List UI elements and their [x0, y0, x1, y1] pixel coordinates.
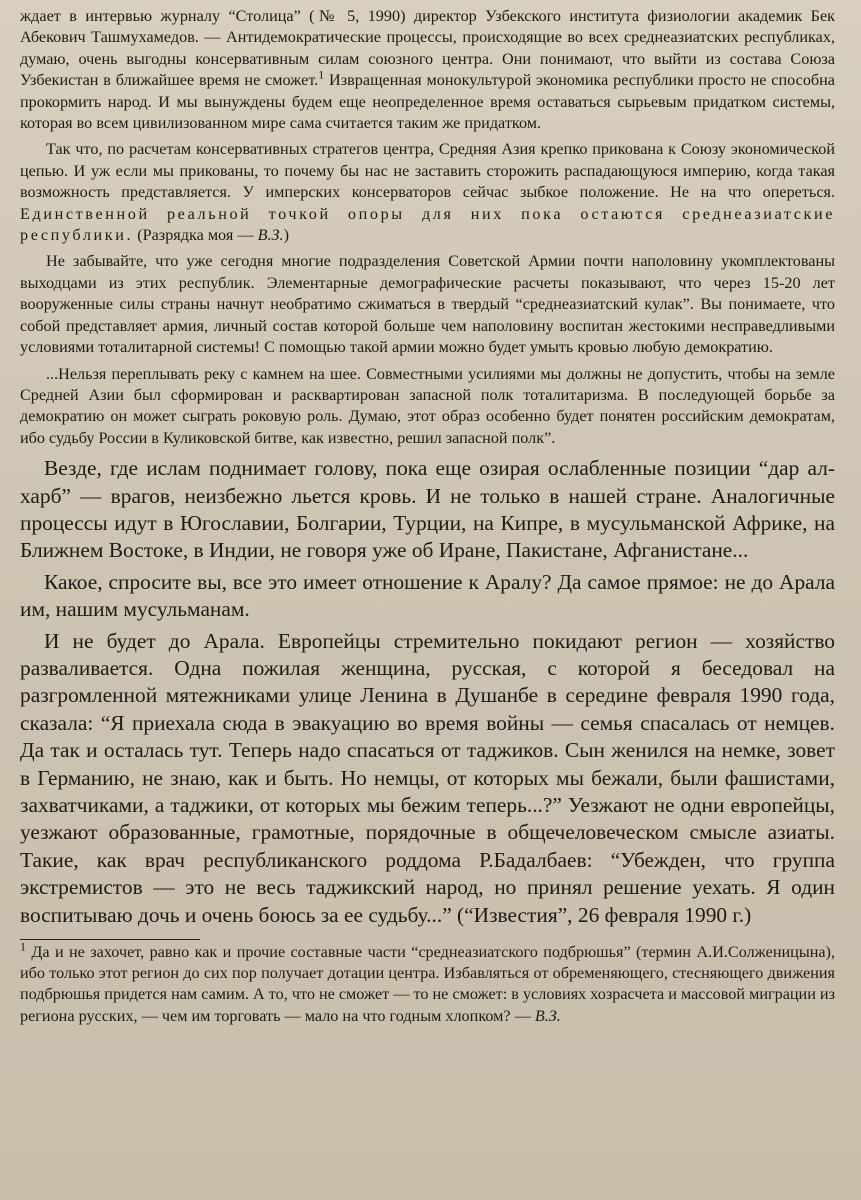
quote-text: ждает в интервью журналу “Столица” (№ 5, 1990) директор Узбекского института физиологии академик Бек Абекович Ташмухамедов. — Антидемократические процессы, происходящие во всех среднеазиатских республиках, думаю, очень выгодны консервативным силам союзного центра. Они понимают, что выйти из состава Союза Узбекистан в ближайшее время не сможет. — [20, 7, 835, 90]
quote-text: Извращенная монокультурой экономика республики просто не способна прокормить народ. И мы вынуждены будем еще неопределенное время оставаться сырьевым придатком системы, которая во всем цивилизованном мире сама считается таким же придатком. — [20, 71, 835, 133]
footnote-divider — [20, 939, 200, 940]
footnote-text: Да и не захочет, равно как и прочие составные части “среднеазиатского подбрюшья” (термин А.И.Солженицына), ибо только этот регион до сих пор получает дотации центра. Избавляться от обременяющего, стесняющего движения подбрюшья придется нам самим. А то, что не сможет — то не сможет: в условиях хозрасчета и массовой миграции из региона русских, — чем им торговать — мало на что годным хлопком? — — [20, 943, 835, 1025]
quote-paragraph-3: Не забывайте, что уже сегодня многие подразделения Советской Армии почти наполовину укомплектованы выходцами из этих республик. Элементарные демографические расчеты показывают, что через 15-20 лет вооруженные силы страны начнут необратимо сжиматься в твердый “среднеазиатский кулак”. Вы понимаете, что собой представляет армия, личный состав которой больше чем наполовину воспитан жестокими несправедливыми условиями тоталитарной системы! С помощью такой армии можно будет умыть кровью любую демократию. — [20, 252, 835, 357]
quote-text: ) — [283, 226, 289, 245]
spaced-emphasis: Единственной реальной точкой опоры для них пока остаются среднеазиатские республики. — [20, 204, 835, 245]
quote-paragraph-2 — [20, 139, 835, 246]
footnote-number: 1 — [20, 939, 26, 954]
author-initials: В.З. — [257, 226, 284, 245]
quoted-interview — [20, 6, 835, 449]
quote-text: (Разрядка моя — — [133, 226, 258, 245]
quote-paragraph-4: ...Нельзя переплывать реку с камнем на шее. Совместными усилиями мы должны не допустить, чтобы на земле Средней Азии был сформирован и расквартирован запасной полк тоталитаризма. В последующей борьбе за демократию он может сыграть роковую роль. Думаю, этот образ особенно будет понятен российским демократам, ибо судьбу России в Куликовской битве, как известно, решил запасной полк”. — [20, 364, 835, 447]
quote-paragraph-1 — [20, 6, 835, 134]
footnote-author: В.З. — [534, 1006, 561, 1025]
footnote-reference: 1 — [318, 67, 325, 82]
footnote — [20, 939, 835, 1027]
main-text — [20, 455, 835, 929]
main-paragraph-2: Какое, спросите вы, все это имеет отношение к Аралу? Да самое прямое: не до Арала им, нашим мусульманам. — [20, 569, 835, 622]
main-paragraph-1: Везде, где ислам поднимает голову, пока еще озирая ослабленные позиции “дар ал-харб” — врагов, неизбежно льется кровь. И не только в нашей стране. Аналогичные процессы идут в Югославии, Болгарии, Турции, на Кипре, в мусульманской Африке, на Ближнем Востоке, в Индии, не говоря уже об Иране, Пакистане, Афганистане... — [20, 456, 835, 563]
main-paragraph-3: И не будет до Арала. Европейцы стремительно покидают регион — хозяйство разваливается. Одна пожилая женщина, русская, с которой я беседовал на разгромленной мятежниками улице Ленина в Душанбе в середине февраля 1990 года, сказала: “Я приехала сюда в эвакуацию во время войны — семья спасалась от немцев. Да так и осталась тут. Теперь надо спасаться от таджиков. Сын женился на немке, зовет в Германию, не знаю, как и быть. Но немцы, от которых мы бежали, были фашистами, захватчиками, а таджики, от которых мы бежим теперь...?” Уезжают не одни европейцы, уезжают образованные, грамотные, порядочные в общечеловеческом смысле азиаты. Такие, как врач республиканского роддома Р.Бадалбаев: “Убежден, что группа экстремистов — это не весь таджикский народ, но принял решение уехать. Я один воспитываю дочь и очень боюсь за ее судьбу...” (“Известия”, 26 февраля 1990 г.) — [20, 628, 835, 927]
quote-text: Так что, по расчетам консервативных стратегов центра, Средняя Азия крепко прикована к Союзу экономической цепью. И уж если мы прикованы, то почему бы нас не заставить сторожить распадающуюся империю, когда такая возможность представляется. У имперских консерваторов сейчас зыбкое положение. Не на что опереться. — [20, 140, 835, 202]
